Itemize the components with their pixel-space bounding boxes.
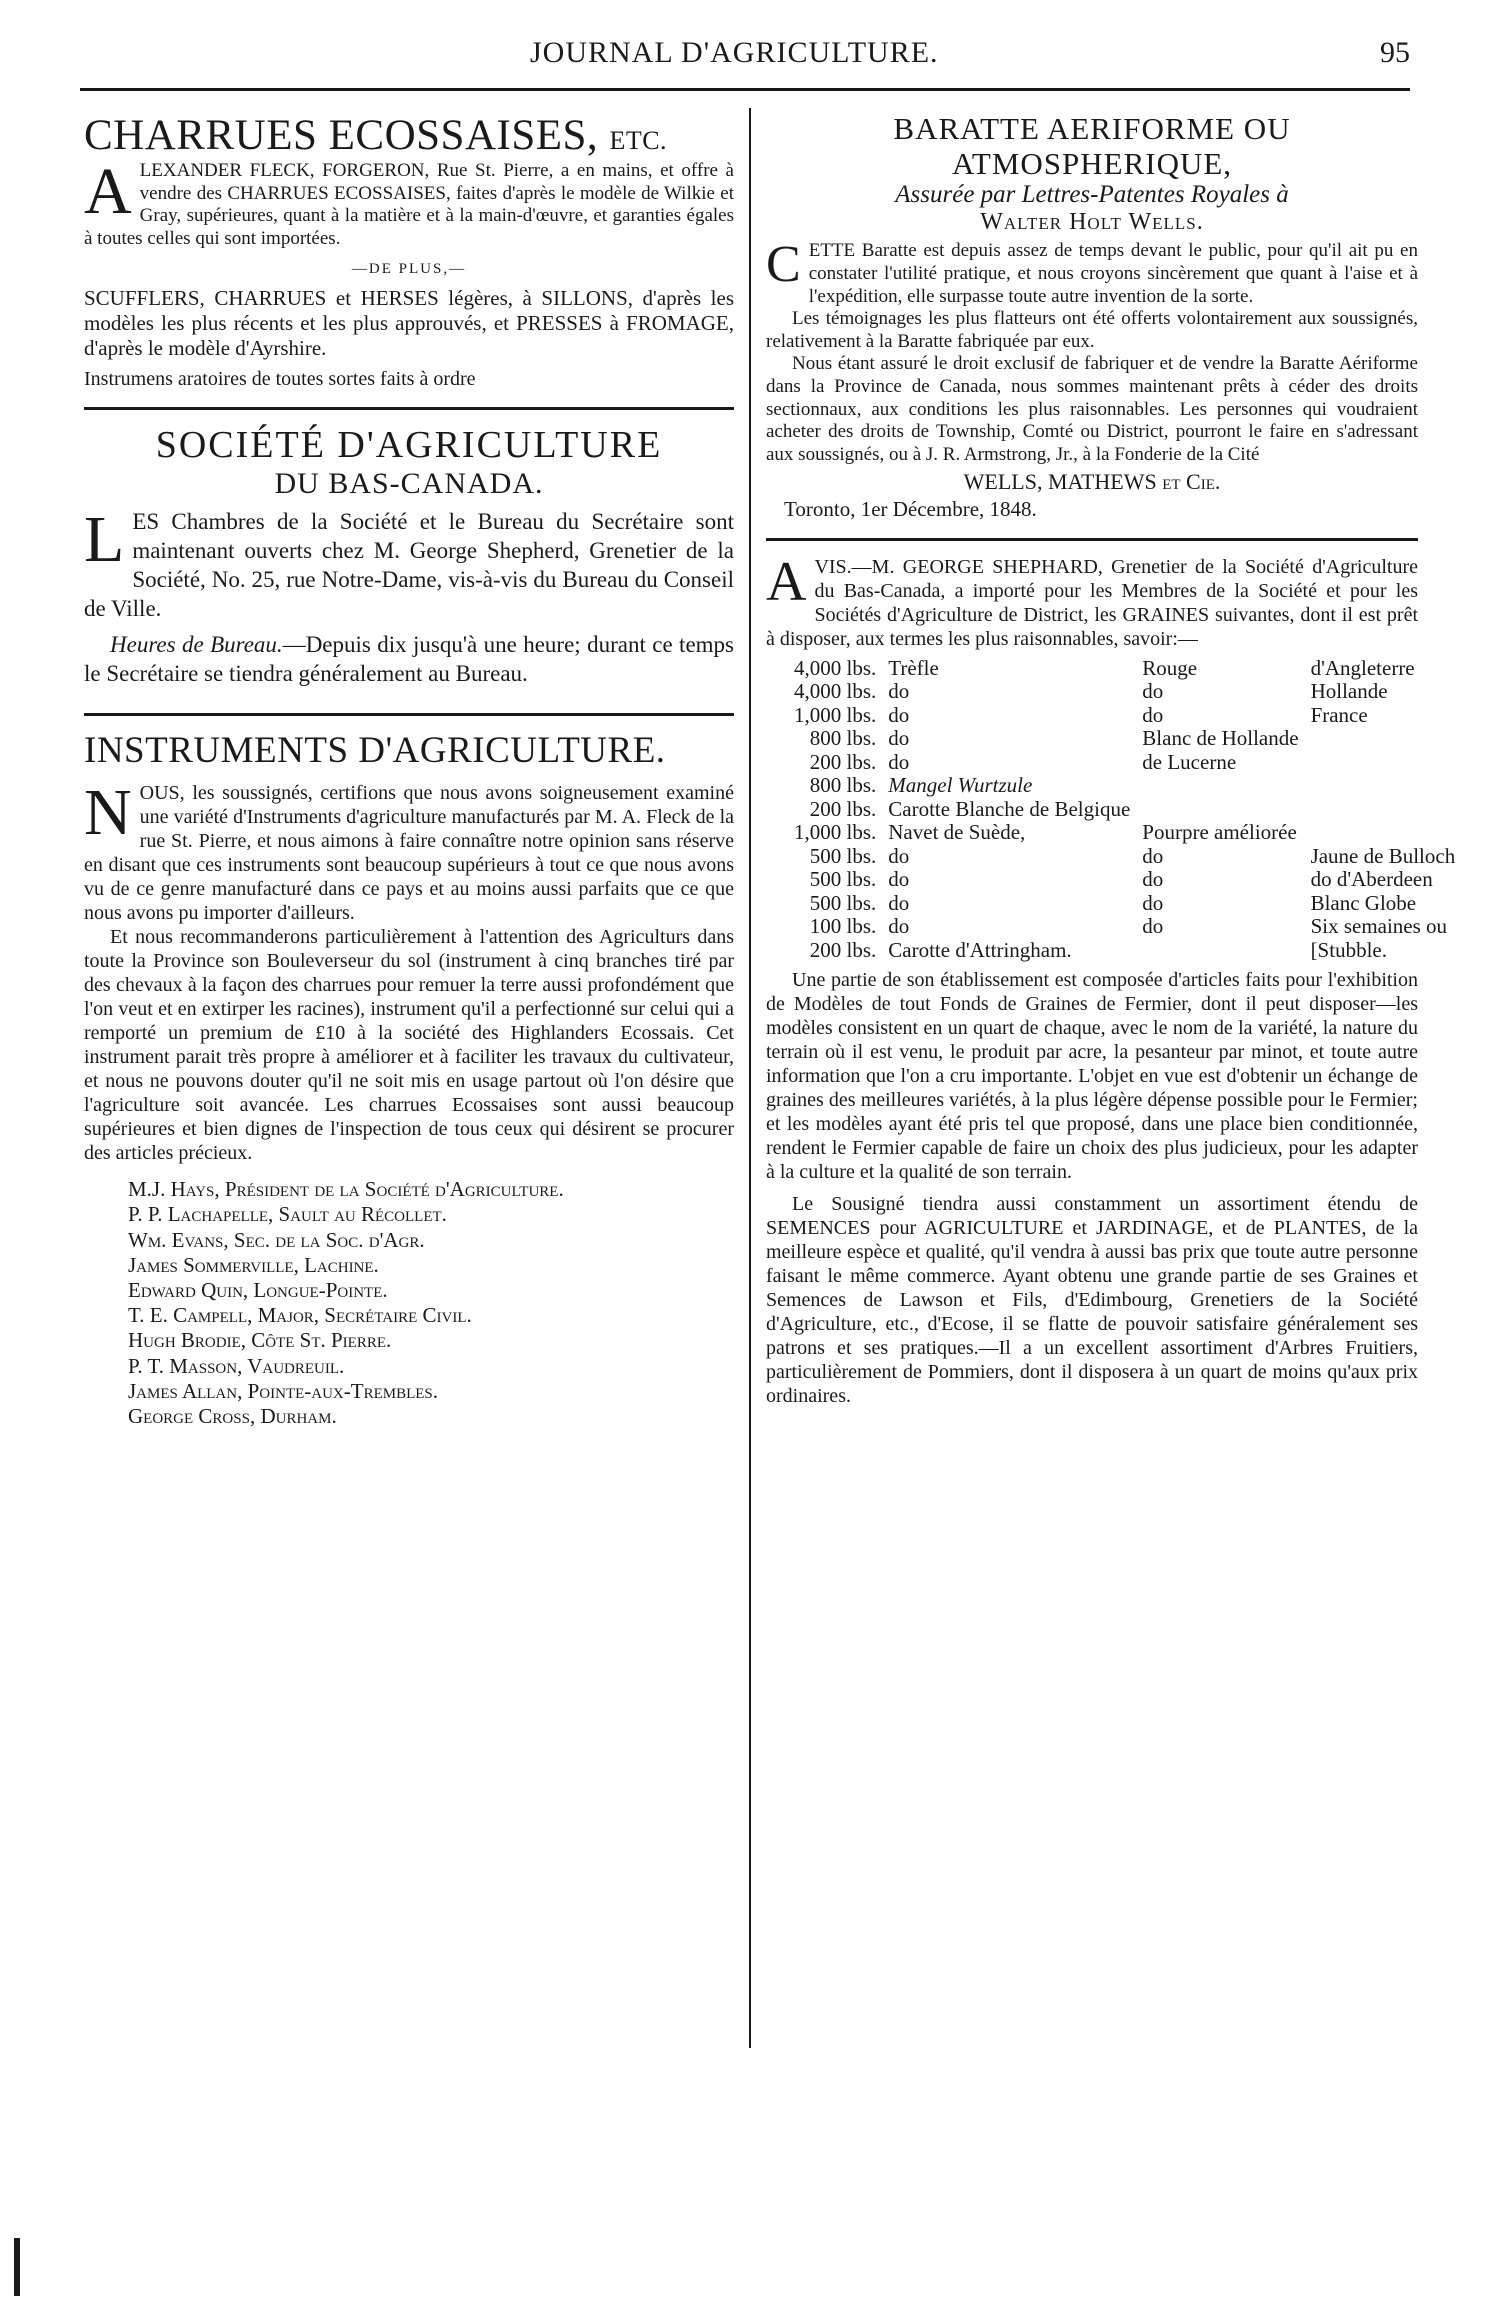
right-column bbox=[766, 111, 1456, 1408]
seed-row bbox=[794, 680, 1467, 704]
seed-quantity: 1,000 lbs. bbox=[794, 702, 877, 727]
avis-body3: Le Sousigné tiendra aussi constamment un assortiment étendu de SEMENCES pour AGRICULTURE et JARDINAGE, et de PLANTES, de la meilleure espèce et qualité, qu'il vendra à aussi bas prix que toute autre personne faisant le même commerce. Ayant obtenu une grande partie de ses Graines et Semences de Lawson et Fils, d'Edimbourg, Grenetiers de la Société d'Agriculture, etc., d'Ecose, il se flatte de pouvoir satisfaire généralement ses patrons et ses pratiques.—Il a un excellent assortiment d'Arbres Fruitiers, particulièrement de Pommiers, dont il disposera à un quart de moins qu'aux prix ordinaires. bbox=[766, 1193, 1418, 1408]
de-plus-label: —DE PLUS,— bbox=[351, 260, 467, 277]
baratte-title: BARATTE AERIFORME OU ATMOSPHERIQUE, bbox=[893, 111, 1291, 181]
header-rule bbox=[80, 88, 1410, 91]
seed-quantity: 800 lbs. bbox=[809, 773, 877, 798]
avis-body1 bbox=[766, 550, 1418, 651]
signatory: Edward Quin, Longue-Pointe. bbox=[128, 1277, 388, 1302]
instruments-title: INSTRUMENTS D'AGRICULTURE. bbox=[84, 729, 666, 771]
signatory: M.J. Hays, Président de la Société d'Agriculture. bbox=[128, 1177, 564, 1202]
charrues-body2: SCUFFLERS, CHARRUES et HERSES légères, à SILLONS, d'après les modèles les plus récents et les plus approuvés, et PRESSES à FROMAGE, d'après le modèle d'Ayrshire. bbox=[84, 285, 734, 360]
societe-hours bbox=[84, 631, 734, 689]
seed-variety bbox=[1311, 774, 1468, 798]
baratte-body3: Nous étant assuré le droit exclusif de fabriquer et de vendre la Baratte Aériforme dans la Province de Canada, nous sommes maintenant prêts à céder des droits sectionnaux, aux conditions les plus raisonnables. Les personnes qui voudraient acheter des droits de Township, Comté ou District, pourront le faire en s'adressant aux soussignés, ou à J. R. Armstrong, Jr., à la Fonderie de la Cité bbox=[766, 353, 1418, 465]
seed-quantity: 100 lbs. bbox=[809, 914, 877, 939]
signatory: P. P. Lachapelle, Sault au Récollet. bbox=[128, 1202, 447, 1227]
charrues-advert bbox=[84, 112, 734, 391]
seed-variety: Jaune de Bulloch bbox=[1310, 843, 1456, 868]
drop-cap: A bbox=[84, 155, 132, 229]
societe-subtitle: DU BAS-CANADA. bbox=[274, 466, 544, 500]
running-head bbox=[80, 36, 1410, 76]
seed-variety: [Stubble. bbox=[1310, 937, 1387, 962]
seed-row bbox=[794, 915, 1467, 939]
seed-quantity: 200 lbs. bbox=[809, 796, 877, 821]
seed-variety bbox=[1142, 774, 1310, 798]
section-rule bbox=[766, 538, 1418, 541]
charrues-title bbox=[84, 112, 734, 160]
seed-row bbox=[794, 704, 1467, 728]
drop-cap: N bbox=[84, 776, 132, 850]
avis-text1: VIS.—M. GEORGE SHEPHARD, Grenetier de la Société d'Agriculture du Bas-Canada, a importé pour les Membres de la Société et pour les Sociétés d'Agriculture de District, les GRAINES suivantes, dont il est prêt à disposer, aux termes les plus raisonnables, savoir:— bbox=[766, 555, 1418, 650]
section-rule bbox=[84, 407, 734, 410]
seed-quantity: 4,000 lbs. bbox=[794, 655, 877, 680]
instruments-advert bbox=[84, 730, 734, 1429]
seed-row bbox=[794, 657, 1467, 681]
seed-variety: do bbox=[888, 679, 910, 704]
seed-quantity: 500 lbs. bbox=[809, 843, 877, 868]
baratte-date: Toronto, 1er Décembre, 1848. bbox=[784, 496, 1037, 521]
seed-row bbox=[794, 727, 1467, 751]
seed-variety bbox=[1311, 727, 1468, 751]
seed-variety: Carotte Blanche de Belgique bbox=[888, 796, 1131, 821]
seed-variety bbox=[1311, 821, 1468, 845]
seed-variety: Trèfle bbox=[888, 655, 939, 680]
page-number: 95 bbox=[1380, 36, 1410, 69]
seed-row bbox=[794, 798, 1467, 822]
societe-body bbox=[84, 503, 734, 623]
margin-mark bbox=[14, 2238, 20, 2296]
charrues-body bbox=[84, 155, 734, 250]
charrues-title-etc: ETC. bbox=[609, 126, 668, 155]
running-title: JOURNAL D'AGRICULTURE. bbox=[530, 36, 939, 69]
drop-cap: A bbox=[766, 550, 807, 613]
seed-variety: do bbox=[888, 702, 910, 727]
charrues-text: LEXANDER FLECK, FORGERON, Rue St. Pierre, a en mains, et offre à vendre des CHARRUES ECOSSAISES, faites d'après le modèle de Wilkie et Gray, supérieures, quant à la matière et à la main-d'œuvre, et garanties égales à toutes celles qui sont importées. bbox=[84, 160, 734, 249]
seed-variety: do bbox=[888, 749, 910, 774]
hours-text: —Depuis dix jusqu'à une heure; durant ce temps le Secrétaire se tiendra généralement au Bureau. bbox=[84, 632, 734, 687]
signatory: Wm. Evans, Sec. de la Soc. d'Agr. bbox=[128, 1227, 425, 1252]
signatory: James Sommerville, Lachine. bbox=[128, 1252, 379, 1277]
seed-quantity: 200 lbs. bbox=[809, 937, 877, 962]
seed-variety: Navet de Suède, bbox=[888, 820, 1026, 845]
seed-quantity: 1,000 lbs. bbox=[794, 820, 877, 845]
seed-variety: Pourpre améliorée bbox=[1142, 820, 1297, 845]
baratte-body2: Les témoignages les plus flatteurs ont été offerts volontairement aux soussignés, relativement à la Baratte fabriquée par eux. bbox=[766, 308, 1418, 352]
seed-variety: Mangel Wurtzule bbox=[888, 773, 1033, 798]
seed-row bbox=[794, 751, 1467, 775]
signatory: P. T. Masson, Vaudreuil. bbox=[128, 1353, 345, 1378]
seed-row bbox=[794, 892, 1467, 916]
baratte-subtitle: Assurée par Lettres-Patentes Royales à bbox=[895, 181, 1289, 209]
baratte-text1: ETTE Baratte est depuis assez de temps devant le public, pour qu'il ait pu en constater l'utilité pratique, et nous croyons sincèrement que quant à l'aise et à l'expédition, elle surpasse toute autre invention de la sorte. bbox=[808, 240, 1418, 307]
seed-variety: Hollande bbox=[1310, 679, 1388, 704]
avis-advert bbox=[766, 550, 1456, 1409]
avis-body2: Une partie de son établissement est composée d'articles faits pour l'exhibition de Modèles de tout Fonds de Graines de Fermier, dont il peut disposer—les modèles consistent en un quart de chaque, avec le nom de la variété, la nature du terrain où il est venu, le produit par acre, la pesanteur par minot, et toute autre information que l'on a cru importante. L'objet en vue est d'obtenir un échange de graines des meilleures variétés, à la plus légère dépense possible pour le Fermier; et les modèles ayant été pris tel que proposé, dans une place bien conditionnée, rendent le Fermier capable de faire un choix des plus judicieux, pour les adapter à la culture et la qualité de son terrain. bbox=[766, 969, 1418, 1184]
section-rule bbox=[84, 713, 734, 716]
seed-variety: Carotte d'Attringham. bbox=[888, 937, 1072, 962]
seed-variety: do bbox=[1142, 843, 1164, 868]
seed-variety bbox=[1142, 798, 1310, 822]
seed-variety: Six semaines ou bbox=[1310, 914, 1448, 939]
instruments-body1 bbox=[84, 776, 734, 925]
baratte-body1 bbox=[766, 236, 1418, 308]
seed-row bbox=[794, 821, 1467, 845]
seed-variety: do bbox=[1142, 702, 1164, 727]
seed-variety: do bbox=[1142, 867, 1164, 892]
seed-variety: France bbox=[1310, 702, 1368, 727]
signatory: James Allan, Pointe-aux-Trembles. bbox=[128, 1378, 438, 1403]
seeds-table bbox=[794, 657, 1467, 963]
charrues-title-main: CHARRUES ECOSSAISES, bbox=[84, 112, 599, 159]
seed-quantity: 800 lbs. bbox=[809, 726, 877, 751]
seed-quantity: 500 lbs. bbox=[809, 867, 877, 892]
drop-cap: L bbox=[84, 503, 125, 577]
seed-variety: de Lucerne bbox=[1142, 749, 1237, 774]
seed-variety: do bbox=[1142, 679, 1164, 704]
seed-quantity: 200 lbs. bbox=[809, 749, 877, 774]
seed-variety: do bbox=[1142, 914, 1164, 939]
seed-row bbox=[794, 845, 1467, 869]
seed-variety bbox=[1142, 939, 1310, 963]
seed-variety: do bbox=[888, 890, 910, 915]
signatory: Hugh Brodie, Côte St. Pierre. bbox=[128, 1328, 392, 1353]
seed-variety: do bbox=[888, 843, 910, 868]
seed-variety: do d'Aberdeen bbox=[1310, 867, 1433, 892]
baratte-firm: WELLS, MATHEWS et Cie. bbox=[963, 468, 1221, 494]
instruments-text1: OUS, les soussignés, certifions que nous avons soigneusement examiné une variété d'Instruments d'agriculture manufacturés par M. A. Fleck de la rue St. Pierre, et nous aimons à faire connaître notre opinion sans réserve en disant que ces instruments sont beaucoup supérieurs à tout ce que nous avons vu de ce genre manufacturé dans ce pays et au moins aussi parfaits que ce que nous avons pu importer d'ailleurs. bbox=[84, 782, 734, 925]
charrues-body3: Instrumens aratoires de toutes sortes faits à ordre bbox=[84, 368, 476, 391]
seed-variety: do bbox=[888, 867, 910, 892]
hours-label: Heures de Bureau. bbox=[110, 632, 283, 658]
seed-variety: do bbox=[888, 726, 910, 751]
baratte-owner: Walter Holt Wells. bbox=[980, 209, 1204, 236]
seed-variety: Blanc Globe bbox=[1310, 890, 1417, 915]
drop-cap: C bbox=[766, 236, 801, 294]
seed-variety bbox=[1311, 751, 1468, 775]
societe-text: ES Chambres de la Société et le Bureau du Secrétaire sont maintenant ouverts chez M. George Shepherd, Grenetier de la Société, No. 25, rue Notre-Dame, vis-à-vis du Bureau du Conseil de Ville. bbox=[84, 509, 734, 621]
left-column bbox=[84, 112, 734, 1429]
seed-variety: Rouge bbox=[1142, 655, 1198, 680]
baratte-advert bbox=[766, 112, 1418, 522]
seed-variety bbox=[1311, 798, 1468, 822]
seed-row bbox=[794, 939, 1467, 963]
seed-row bbox=[794, 868, 1467, 892]
signatories-list bbox=[128, 1177, 734, 1429]
societe-title: SOCIÉTÉ D'AGRICULTURE bbox=[155, 424, 663, 467]
seed-variety: d'Angleterre bbox=[1310, 655, 1415, 680]
column-divider bbox=[749, 108, 751, 2048]
seed-quantity: 500 lbs. bbox=[809, 890, 877, 915]
seed-variety: Blanc de Hollande bbox=[1142, 726, 1299, 751]
seed-quantity: 4,000 lbs. bbox=[794, 679, 877, 704]
seed-row bbox=[794, 774, 1467, 798]
societe-advert bbox=[84, 424, 734, 689]
signatory: George Cross, Durham. bbox=[128, 1403, 337, 1428]
instruments-body2: Et nous recommanderons particulièrement à l'attention des Agriculturs dans toute la Province son Bouleverseur du sol (instrument à cinq branches tiré par des chevaux à la façon des charrues pour remuer la terre aussi profondément que l'on veut et en extirper les racines), instrument qu'il a perfectionné sur celui qui a remporté un premium de £10 à la société des Highlanders Ecossais. Cet instrument parait très propre à améliorer et à faciliter les travaux du cultivateur, et nous ne pouvons douter qu'il ne soit mis en usage partout où l'on désire que l'agriculture soit avancée. Les charrues Ecossaises sont aussi beaucoup supérieures et bien dignes de l'inspection de tous ceux qui désirent se procurer des articles précieux. bbox=[84, 926, 734, 1165]
signatory: T. E. Campell, Major, Secrétaire Civil. bbox=[128, 1303, 472, 1328]
seed-variety: do bbox=[1142, 890, 1164, 915]
seed-variety: do bbox=[888, 914, 910, 939]
